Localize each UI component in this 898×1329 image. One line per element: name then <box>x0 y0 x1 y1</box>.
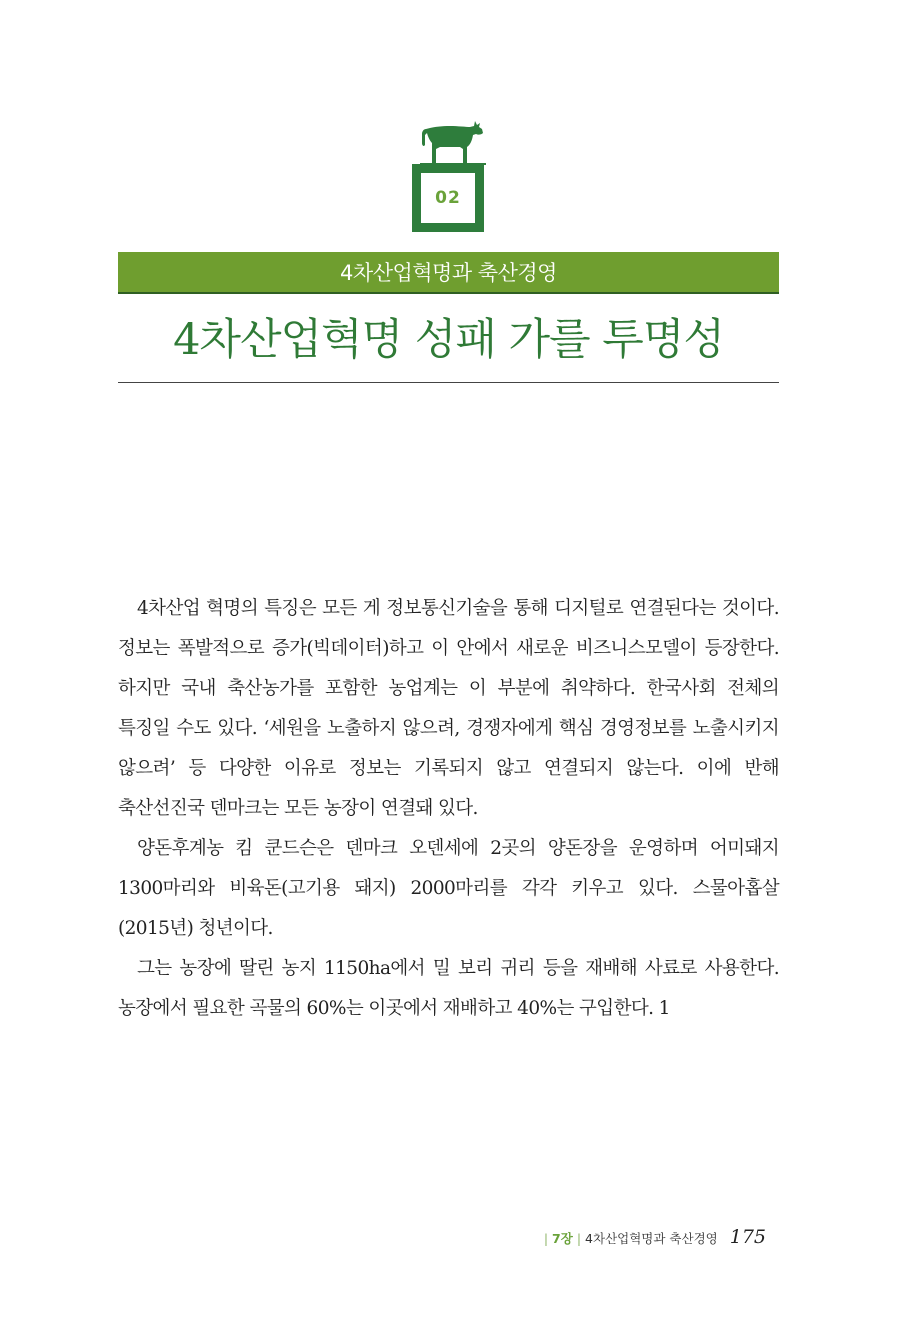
article-body <box>118 589 779 1029</box>
running-footer <box>540 1226 766 1248</box>
footer-chapter-label: 7장 <box>552 1231 573 1246</box>
footer-section-label: 4차산업혁명과 축산경영 <box>585 1231 718 1246</box>
section-title-bar <box>118 252 779 294</box>
paragraph: 그는 농장에 딸린 농지 1150ha에서 밀 보리 귀리 등을 재배해 사료로 사용한다. 농장에서 필요한 곡물의 60%는 이곳에서 재배하고 40%는 구입한다. 1 <box>118 958 779 1019</box>
section-title: 4차산업혁명과 축산경영 <box>340 261 557 285</box>
title-divider <box>118 382 779 383</box>
chapter-number: 02 <box>435 188 461 208</box>
paragraph: 4차산업 혁명의 특징은 모든 게 정보통신기술을 통해 디지털로 연결된다는 것이다. 정보는 폭발적으로 증가(빅데이터)하고 이 안에서 새로운 비즈니스모델이 등장한다. 하지만 국내 축산농가를 포함한 농업계는 이 부분에 취약하다. 한국사회 전체의 특징일 수도 있다. ‘세원을 노출하지 않으려, 경쟁자에게 핵심 경영정보를 노출시키지 않으려’ 등 다양한 이유로 정보는 기록되지 않고 연결되지 않는다. 이에 반해 축산선진국 덴마크는 모든 농장이 연결돼 있다. <box>118 598 779 819</box>
cow-icon <box>420 117 486 165</box>
paragraph: 양돈후계농 킴 쿤드슨은 덴마크 오덴세에 2곳의 양돈장을 운영하며 어미돼지 1300마리와 비육돈(고기용 돼지) 2000마리를 각각 키우고 있다. 스물아홉살(2015년) 청년이다. <box>118 838 779 939</box>
chapter-number-box <box>412 164 484 232</box>
page-number: 175 <box>729 1226 766 1248</box>
footer-divider: | <box>576 1231 582 1246</box>
chapter-emblem <box>412 117 484 232</box>
page-title: 4차산업혁명 성패 가를 투명성 <box>173 315 724 365</box>
footer-divider: | <box>543 1231 549 1246</box>
